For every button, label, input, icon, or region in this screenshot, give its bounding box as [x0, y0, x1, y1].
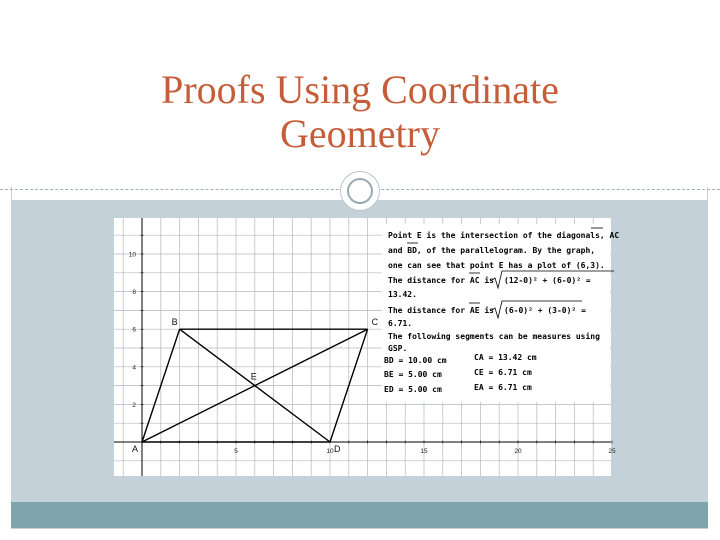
text-line-2: and BD, of the parallelogram. By the graph, — [388, 246, 596, 255]
point-label-e: E — [250, 371, 257, 382]
ae-distance-prefix: The distance for AE is — [388, 306, 494, 315]
ae-distance-result: 6.71. — [388, 319, 413, 328]
x-tick-label: 20 — [514, 448, 522, 455]
point-label-c: C — [371, 317, 379, 328]
coordinate-graph — [114, 218, 620, 476]
point-label-a: A — [132, 444, 139, 454]
y-tick-label: 10 — [128, 251, 136, 259]
ac-distance-prefix: The distance for AC is — [388, 276, 494, 285]
graph-canvas — [114, 218, 620, 476]
text-line-1: Point E is the intersection of the diagonals, AC — [388, 231, 620, 240]
footer-bar — [11, 502, 708, 528]
ae-distance-expression: (6-0)² + (3-0)² = — [504, 306, 586, 315]
x-tick-label: 5 — [234, 448, 238, 455]
y-tick-label: 2 — [132, 401, 136, 409]
measure-ed: ED = 5.00 cm — [384, 385, 442, 394]
measure-ca: CA = 13.42 cm — [474, 353, 537, 362]
ac-distance-expression: (12-0)² + (6-0)² = — [504, 276, 591, 285]
point-label-d: D — [334, 444, 341, 454]
measure-be: BE = 5.00 cm — [384, 370, 442, 379]
y-tick-label: 8 — [132, 289, 136, 297]
x-tick-label: 15 — [420, 448, 428, 455]
separator-ring-inner — [347, 178, 373, 204]
segments-line-1: The following segments can be measures using — [388, 332, 600, 341]
y-tick-label: 6 — [132, 326, 136, 334]
slide-title — [0, 68, 720, 156]
measure-bd: BD = 10.00 cm — [384, 356, 447, 365]
ac-distance-result: 13.42. — [388, 290, 417, 299]
y-tick-label: 4 — [132, 364, 136, 372]
point-label-b: B — [171, 317, 178, 328]
text-line-3: one can see that point E has a plot of (6,3). — [388, 261, 605, 270]
segments-line-2: GSP. — [388, 344, 408, 353]
measure-ce: CE = 6.71 cm — [474, 368, 532, 377]
x-tick-label: 10 — [326, 448, 334, 455]
title-line-1: Proofs Using Coordinate — [161, 67, 559, 112]
title-line-2: Geometry — [280, 111, 440, 156]
x-tick-label: 25 — [608, 448, 616, 455]
separator-ring-icon — [340, 171, 380, 211]
measure-ea: EA = 6.71 cm — [474, 383, 532, 392]
